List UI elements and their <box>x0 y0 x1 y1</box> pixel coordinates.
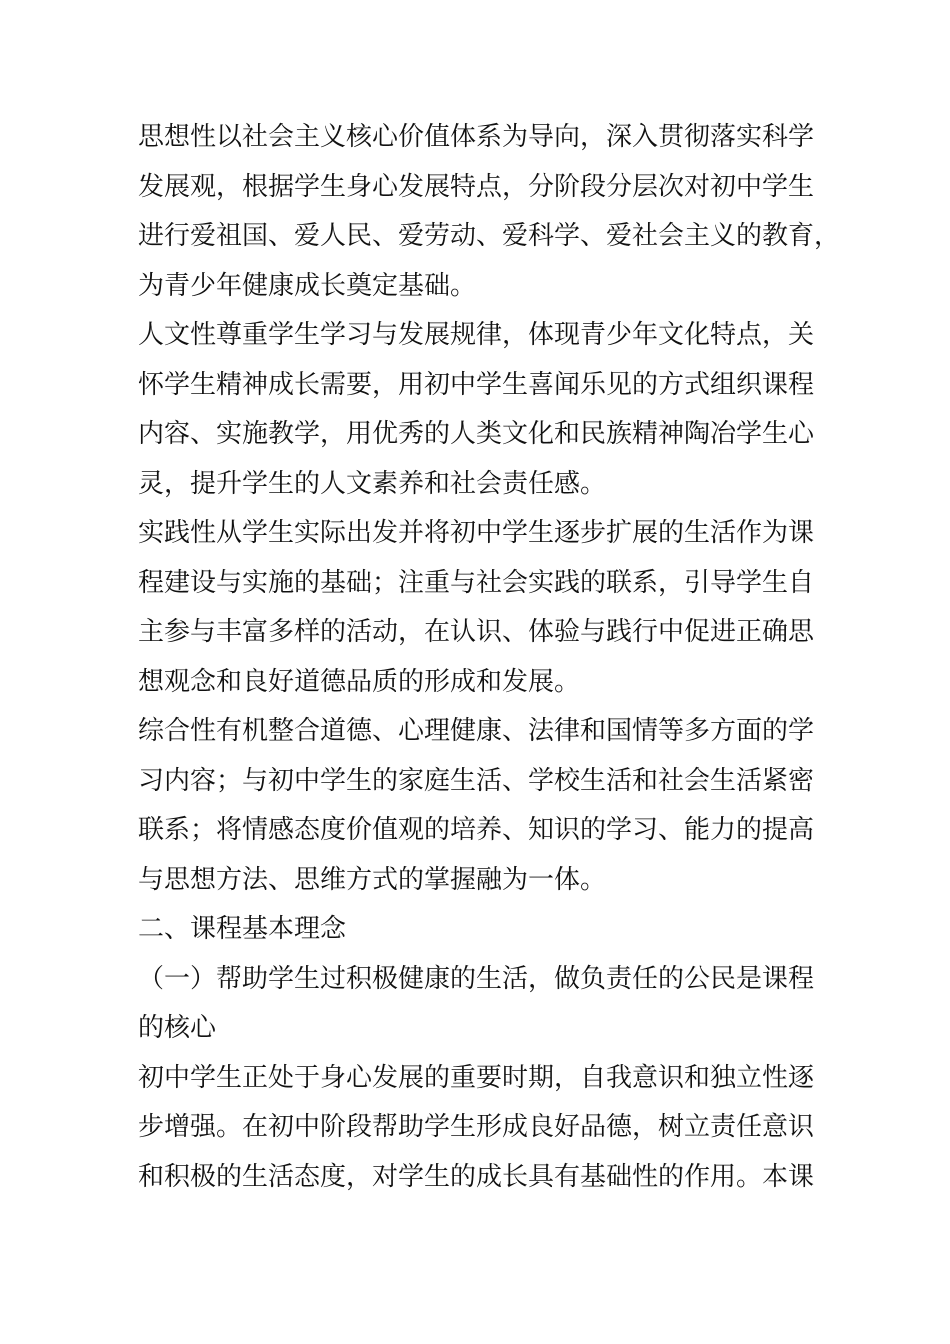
text-line: 综合性有机整合道德、心理健康、法律和国情等多方面的学 <box>138 716 815 746</box>
subsection-heading-concept-one <box>138 955 818 1054</box>
paragraph-practical <box>138 509 818 707</box>
paragraph-concept-one-body <box>138 1054 818 1203</box>
text-line: 发展观，根据学生身心发展特点，分阶段分层次对初中学生 <box>138 171 815 202</box>
text-line: 为青少年健康成长奠定基础。 <box>138 270 477 301</box>
text-line: 程建设与实施的基础；注重与社会实践的联系，引导学生自 <box>138 567 815 598</box>
section-heading-basic-concepts <box>138 905 818 955</box>
text-line: 人文性尊重学生学习与发展规律，体现青少年文化特点，关 <box>138 320 815 350</box>
text-line: 主参与丰富多样的活动，在认识、体验与践行中促进正确思 <box>138 617 815 647</box>
text-line: 灵，提升学生的人文素养和社会责任感。 <box>138 468 607 499</box>
text-line: 思想性以社会主义核心价值体系为导向，深入贯彻落实科学 <box>138 122 815 152</box>
text-line: 内容、实施教学，用优秀的人类文化和民族精神陶冶学生心 <box>138 419 815 449</box>
text-line: 想观念和良好道德品质的形成和发展。 <box>138 666 581 697</box>
text-line: 怀学生精神成长需要，用初中学生喜闻乐见的方式组织课程 <box>138 369 815 400</box>
text-line: 步增强。在初中阶段帮助学生形成良好品德，树立责任意识 <box>138 1112 815 1142</box>
document-body <box>138 113 841 1202</box>
paragraph-comprehensive <box>138 707 818 905</box>
text-line: 进行爱祖国、爱人民、爱劳动、爱科学、爱社会主义的教育， <box>138 221 841 251</box>
text-line: 初中学生正处于身心发展的重要时期，自我意识和独立性逐 <box>138 1062 815 1093</box>
paragraph-humanistic <box>138 311 818 509</box>
heading-line: 二、课程基本理念 <box>138 914 347 944</box>
heading-line: （一）帮助学生过积极健康的生活，做负责任的公民是课程 <box>138 963 815 994</box>
heading-line: 的核心 <box>138 1013 217 1043</box>
text-line: 与思想方法、思维方式的掌握融为一体。 <box>138 864 607 895</box>
text-line: 实践性从学生实际出发并将初中学生逐步扩展的生活作为课 <box>138 518 815 548</box>
paragraph-ideological <box>138 113 841 311</box>
text-line: 联系；将情感态度价值观的培养、知识的学习、能力的提高 <box>138 815 815 845</box>
text-line: 习内容；与初中学生的家庭生活、学校生活和社会生活紧密 <box>138 765 815 796</box>
text-line: 和积极的生活态度，对学生的成长具有基础性的作用。本课 <box>138 1161 815 1192</box>
